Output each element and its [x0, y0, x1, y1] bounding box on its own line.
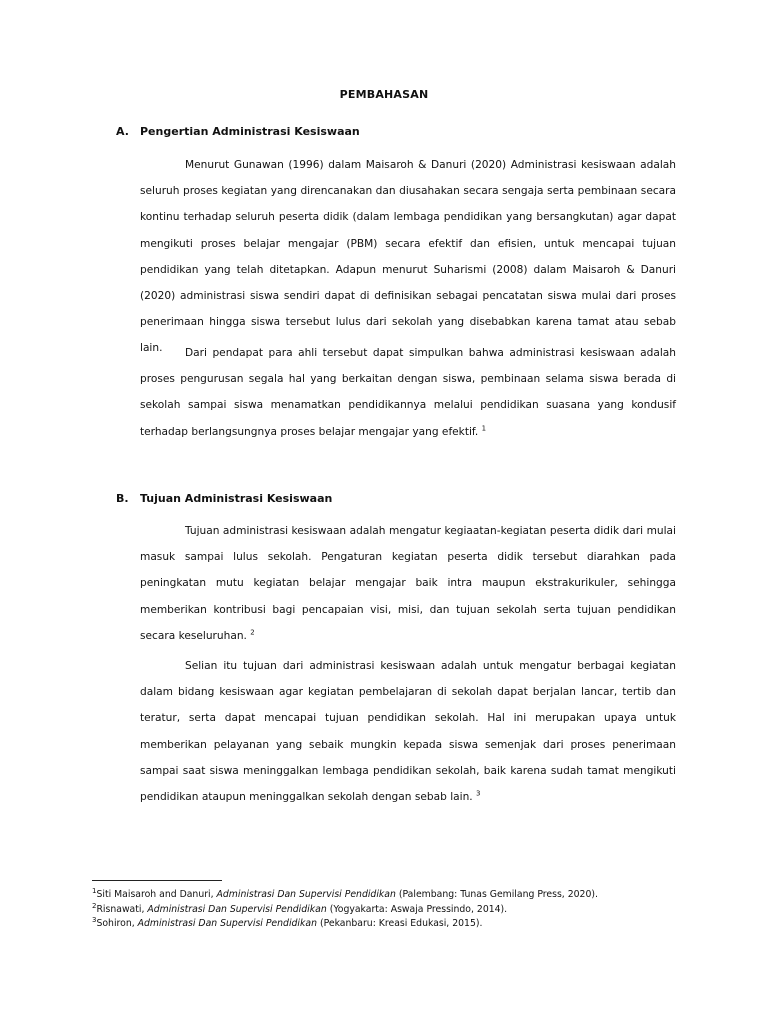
section-a-title: Pengertian Administrasi Kesiswaan	[140, 125, 360, 138]
footnote-ref-3[interactable]: 3	[476, 789, 481, 798]
footnote-author: Siti Maisaroh and Danuri,	[96, 889, 217, 900]
footnote-author: Sohiron,	[96, 918, 138, 929]
footnote-divider	[92, 880, 222, 881]
section-a-letter: A.	[116, 125, 129, 138]
footnote-ref-2[interactable]: 2	[250, 628, 255, 637]
footnote-number: 3	[92, 915, 97, 924]
section-b-title: Tujuan Administrasi Kesiswaan	[140, 492, 333, 505]
paragraph-text: Selian itu tujuan dari administrasi kesiswaan adalah untuk mengatur berbagai kegiatan dalam bidang kesiswaan agar kegiatan pembelajaran di sekolah dapat berjalan lancar, tertib dan teratur, serta dapat mencapai tujuan pendidikan sekolah. Hal ini merupakan upaya untuk memberikan pelayanan yang sebaik mungkin kepada siswa semenjak dari proses penerimaan sampai saat siswa meninggalkan lembaga pendidikan sekolah, baik karena sudah tamat mengikuti pendidikan ataupun meninggalkan sekolah dengan sebab lain.	[140, 660, 676, 804]
section-a-paragraph-1	[140, 152, 676, 362]
paragraph-text: Dari pendapat para ahli tersebut dapat simpulkan bahwa administrasi kesiswaan adalah proses pengurusan segala hal yang berkaitan dengan siswa, pembinaan selama siswa berada di sekolah sampai siswa menamatkan pendidikannya melalui pendidikan suasana yang kondusif terhadap berlangsungnya proses belajar mengajar yang efektif.	[140, 347, 676, 438]
footnote-publisher: (Yogyakarta: Aswaja Pressindo, 2014).	[326, 903, 508, 915]
footnote-number: 1	[92, 886, 97, 895]
paragraph-text: Menurut Gunawan (1996) dalam Maisaroh & Danuri (2020) Administrasi kesiswaan adalah seluruh proses kegiatan yang direncanakan dan diusahakan secara sengaja serta pembinaan secara kontinu terhadap seluruh peserta didik (dalam lembaga pendidikan yang bersangkutan) agar dapat mengikuti proses belajar mengajar (PBM) secara efektif dan efisien, untuk mencapai tujuan pendidikan yang telah ditetapkan. Adapun menurut Suharismi (2008) dalam Maisaroh & Danuri (2020) administrasi siswa sendiri dapat di definisikan sebagai pencatatan siswa mulai dari proses penerimaan hingga siswa tersebut lulus dari sekolah yang disebabkan karena tamat atau sebab lain.	[140, 159, 676, 355]
footnote-3	[92, 917, 692, 932]
footnote-book-title: Administrasi Dan Supervisi Pendidikan	[137, 918, 317, 929]
footnote-2	[92, 903, 692, 918]
footnotes	[92, 888, 692, 932]
footnote-number: 2	[92, 901, 97, 910]
section-a-heading	[116, 125, 360, 138]
footnote-publisher: (Palembang: Tunas Gemilang Press, 2020).	[395, 889, 598, 900]
footnote-author: Risnawati,	[96, 903, 148, 915]
footnote-book-title: Administrasi Dan Supervisi Pendidikan	[216, 889, 396, 900]
section-b-paragraph-2	[140, 653, 676, 810]
footnote-publisher: (Pekanbaru: Kreasi Edukasi, 2015).	[317, 918, 483, 929]
footnote-ref-1[interactable]: 1	[481, 424, 487, 433]
page-title: PEMBAHASAN	[339, 88, 429, 101]
section-b-heading	[116, 492, 332, 505]
paragraph-text: Tujuan administrasi kesiswaan adalah mengatur kegiaatan-kegiatan peserta didik dari mulai masuk sampai lulus sekolah. Pengaturan kegiatan peserta didik tersebut diarahkan pada peningkatan mutu kegiatan belajar mengajar baik intra maupun ekstrakurikuler, sehingga memberikan kontribusi bagi pencapaian visi, misi, dan tujuan sekolah serta tujuan pendidikan secara keseluruhan.	[140, 525, 676, 642]
footnote-book-title: Administrasi Dan Supervisi Pendidikan	[147, 903, 327, 915]
section-b-paragraph-1	[140, 518, 676, 649]
section-a-paragraph-2	[140, 340, 676, 445]
footnote-1	[92, 888, 692, 903]
section-b-letter: B.	[116, 492, 129, 505]
